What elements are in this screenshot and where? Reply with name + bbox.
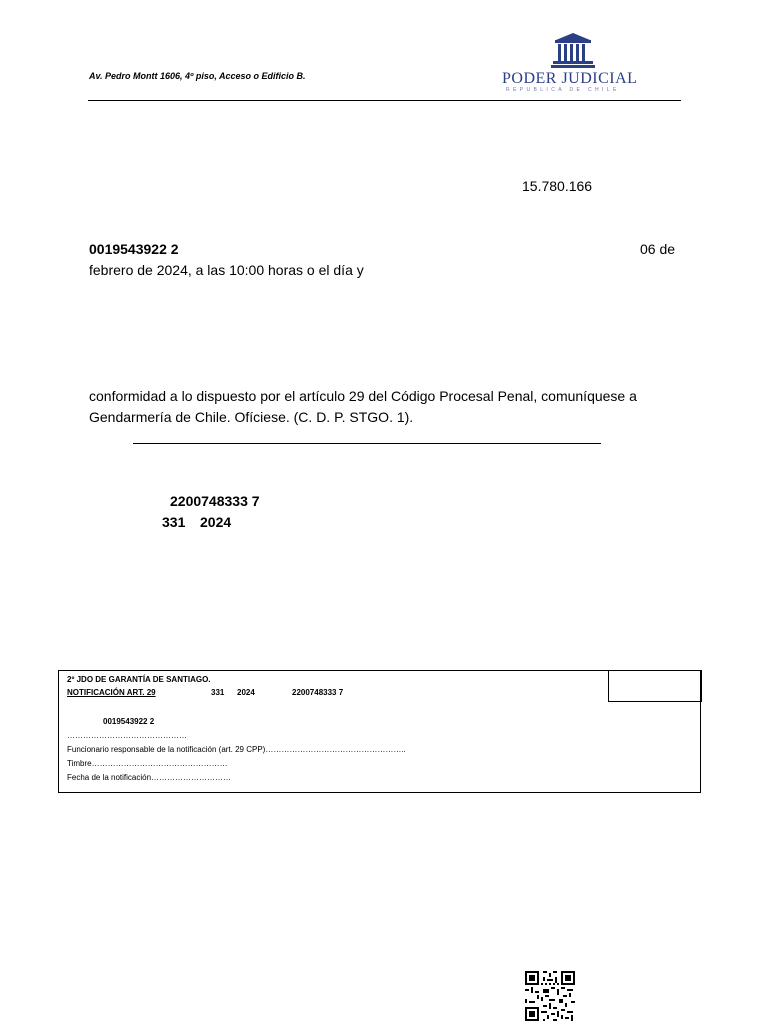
ruc-number: 0019543922 2	[89, 241, 179, 257]
reference-number: 2200748333 7	[170, 493, 260, 509]
rit-number: 331	[162, 514, 186, 530]
paragraph-line-2: Gendarmería de Chile. Ofíciese. (C. D. P. STGO. 1).	[89, 409, 414, 425]
qr-code-icon	[525, 971, 575, 1021]
rit-year: 2024	[200, 514, 232, 530]
notification-title: NOTIFICACIÓN ART. 29	[67, 688, 156, 697]
notification-ruc: 0019543922 2	[103, 717, 155, 726]
logo-title: PODER JUDICIAL	[502, 70, 638, 87]
notification-dotted-line: ………………………………………	[67, 731, 187, 740]
courthouse-icon	[500, 30, 646, 70]
funcionario-field: Funcionario responsable de la notificación (art. 29 CPP)……………………………………………..	[67, 745, 406, 754]
stamp-box	[608, 670, 702, 702]
notification-rit-year: 2024	[237, 688, 255, 697]
fecha-field: Fecha de la notificación…………………………	[67, 773, 232, 782]
logo-subtitle: REPUBLICA DE CHILE	[506, 87, 620, 93]
date-fragment: 06 de	[640, 241, 676, 257]
timbre-field: Timbre……………………………………………	[67, 759, 228, 768]
header-divider	[88, 100, 681, 101]
court-name: 2º JDO DE GARANTÍA DE SANTIAGO.	[67, 675, 211, 684]
poder-judicial-logo	[500, 30, 646, 96]
notification-box	[58, 670, 701, 793]
paragraph-line-1: conformidad a lo dispuesto por el artículo 29 del Código Procesal Penal, comuníquese a	[89, 388, 637, 404]
court-address: Av. Pedro Montt 1606, 4º piso, Acceso o Edificio B.	[89, 71, 306, 81]
notification-ref-number: 2200748333 7	[292, 688, 344, 697]
notification-rit-number: 331	[211, 688, 225, 697]
signature-line	[133, 443, 601, 444]
date-line: febrero de 2024, a las 10:00 horas o el día y	[89, 262, 364, 278]
rut-number: 15.780.166	[522, 178, 593, 194]
